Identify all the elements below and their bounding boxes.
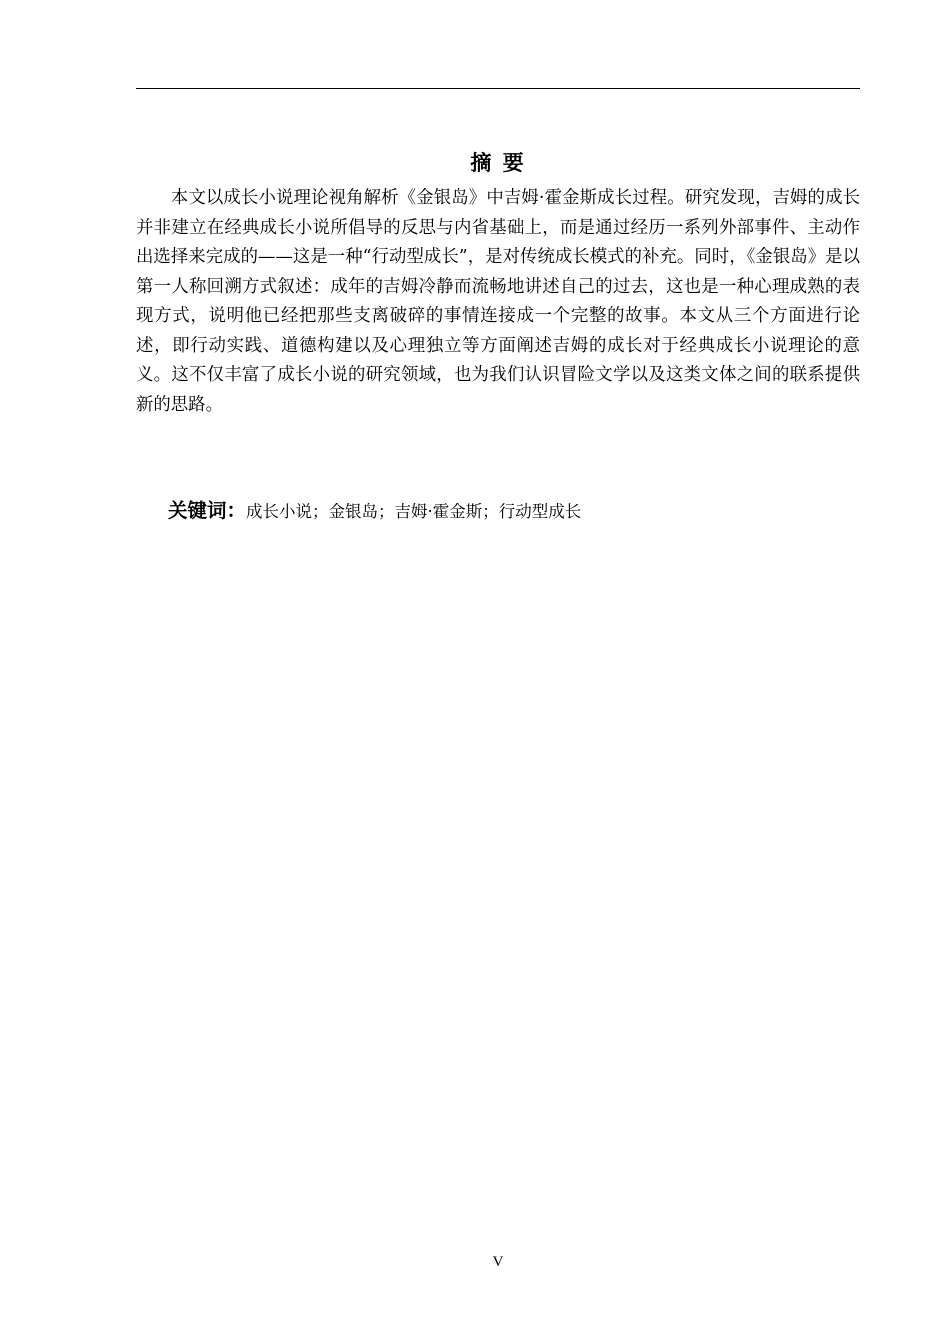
keywords-text: 成长小说；金银岛；吉姆·霍金斯；行动型成长 xyxy=(246,502,582,521)
header-rule xyxy=(136,88,860,89)
keywords-line xyxy=(168,496,858,527)
page-number: V xyxy=(492,1254,504,1270)
abstract-title: 摘 要 xyxy=(470,151,526,175)
abstract-body: 本文以成长小说理论视角解析《金银岛》中吉姆·霍金斯成长过程。研究发现，吉姆的成长并非建立在经典成长小说所倡导的反思与内省基础上，而是通过经历一系列外部事件、主动作出选择来完成的——这是一种“行动型成长”，是对传统成长模式的补充。同时，《金银岛》是以第一人称回溯方式叙述：成年的吉姆冷静而流畅地讲述自己的过去，这也是一种心理成熟的表现方式，说明他已经把那些支离破碎的事情连接成一个完整的故事。本文从三个方面进行论述，即行动实践、道德构建以及心理独立等方面阐述吉姆的成长对于经典成长小说理论的意义。这不仅丰富了成长小说的研究领域，也为我们认识冒险文学以及这类文体之间的联系提供新的思路。 xyxy=(136,188,860,415)
keywords-label: 关键词： xyxy=(168,499,247,522)
